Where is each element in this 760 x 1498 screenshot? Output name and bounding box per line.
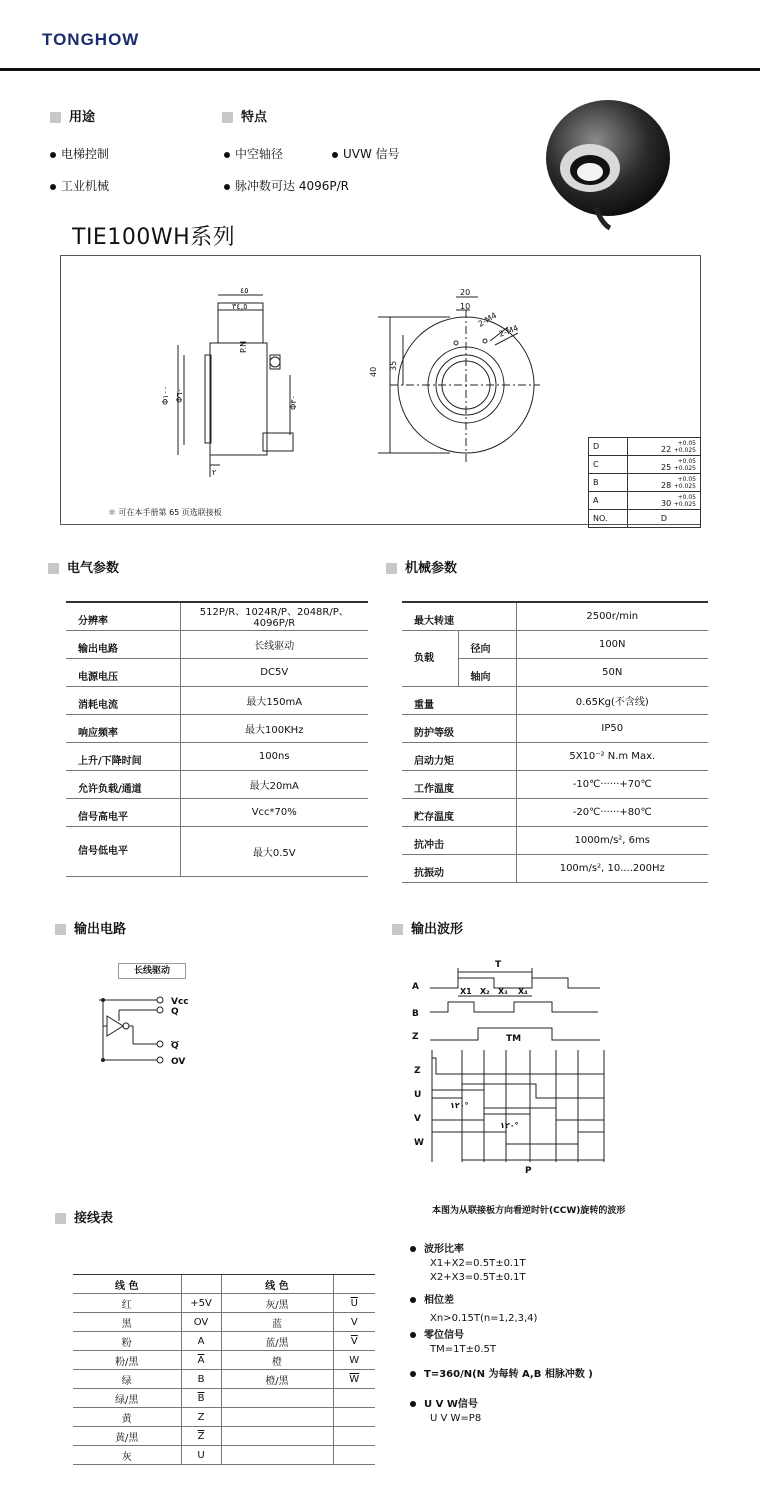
wiring-heading: 接线表 — [55, 1207, 113, 1226]
dim-label: ٢ — [212, 468, 217, 477]
table-row: 负载 径向 100N — [402, 630, 708, 658]
table-row: D 22 +0.05 +0.025 — [589, 438, 701, 456]
note-zero-signal: 零位信号 TM=1T±0.5T — [410, 1329, 496, 1357]
table-row: 粉/黑 $\overline{A}$ 橙 W — [73, 1351, 375, 1370]
table-row: 绿/黑 $\overline{B}$ — [73, 1389, 375, 1408]
table-row: 电源电压 DC5V — [66, 658, 368, 686]
output-waveform-diagram — [408, 950, 610, 1180]
p-label: P — [525, 1166, 532, 1176]
wiring-table — [73, 1274, 375, 1465]
mechanical-heading: 机械参数 — [386, 557, 457, 576]
channel-label: W — [414, 1138, 424, 1148]
channel-label: U — [414, 1090, 422, 1100]
use-item: 电梯控制 — [50, 145, 109, 162]
dimension-table — [588, 437, 701, 528]
table-row: 红 +5V 灰/黑 $\overline{U}$ — [73, 1294, 375, 1313]
period-label: T — [495, 960, 502, 970]
section-marker-icon — [55, 924, 66, 935]
dim-label: P.N — [239, 340, 248, 353]
table-row: 线 色 线 色 — [73, 1275, 375, 1294]
section-marker-icon — [55, 1213, 66, 1224]
dim-label: Φ٣٠ — [289, 395, 298, 410]
dim-label: 35 — [389, 360, 398, 371]
electrical-table — [66, 601, 368, 877]
dim-label: 2-M4 — [497, 323, 520, 339]
table-row: 抗冲击 1000m/s², 6ms — [402, 826, 708, 854]
table-row: 上升/下降时间 100ns — [66, 742, 368, 770]
table-row: 允许负载/通道 最大20mA — [66, 770, 368, 798]
table-row: 黄 Z — [73, 1408, 375, 1427]
table-row: 灰 U — [73, 1446, 375, 1465]
product-photo — [530, 96, 680, 236]
table-row: 抗振动 100m/s², 10....200Hz — [402, 854, 708, 882]
ov-label: OV — [171, 1057, 186, 1067]
header-divider — [0, 68, 760, 71]
table-row: 绿 B 橙/黑 $\overline{W}$ — [73, 1370, 375, 1389]
x2-label: X₂ — [480, 987, 490, 996]
series-title: TIE100WH系列 — [72, 225, 236, 250]
phase-label: ١٢٠° — [500, 1121, 519, 1130]
table-row: 重量 0.65Kg(不含线) — [402, 686, 708, 714]
feature-item: UVW 信号 — [332, 145, 400, 162]
dim-label: 10 — [460, 302, 471, 311]
dim-label: 40 — [369, 366, 378, 377]
feature-item: 中空轴径 — [224, 145, 283, 162]
section-marker-icon — [392, 924, 403, 935]
mechanical-table — [402, 601, 708, 883]
table-row: C 25 +0.05 +0.025 — [589, 456, 701, 474]
line-driver-circuit — [85, 990, 205, 1070]
table-row: 贮存温度 -20℃······+80℃ — [402, 798, 708, 826]
note-uvw-signal: U V W信号 U V W=P8 — [410, 1398, 481, 1426]
table-row: 启动力矩 5X10⁻² N.m Max. — [402, 742, 708, 770]
note-phase-difference: 相位差 Xn>0.15T(n=1,2,3,4) — [410, 1294, 537, 1326]
table-row: 最大转速 2500r/min — [402, 602, 708, 630]
feature-item: 脉冲数可达 4096P/R — [224, 177, 349, 194]
note-waveform-ratio: 波形比率 X1+X2=0.5T±0.1T X2+X3=0.5T±0.1T — [410, 1243, 526, 1285]
table-row: 输出电路 长线驱动 — [66, 630, 368, 658]
table-row: 粉 A 蓝/黑 $\overline{V}$ — [73, 1332, 375, 1351]
circuit-title: 长线驱动 — [118, 963, 186, 979]
table-row: 防护等级 IP50 — [402, 714, 708, 742]
section-marker-icon — [48, 563, 59, 574]
table-row: 响应频率 最大100KHz — [66, 714, 368, 742]
output-circuit-heading: 输出电路 — [55, 918, 126, 937]
channel-label: A — [412, 982, 419, 992]
use-item: 工业机械 — [50, 177, 109, 194]
table-row: 消耗电流 最大150mA — [66, 686, 368, 714]
q-label: Q — [171, 1007, 179, 1017]
table-row: 信号高电平 Vcc*70% — [66, 798, 368, 826]
x4-label: X₄ — [518, 987, 528, 996]
output-waveform-heading: 输出波形 — [392, 918, 463, 937]
dim-label: Φ٦٠ — [175, 388, 184, 403]
table-row: 工作温度 -10℃······+70℃ — [402, 770, 708, 798]
dim-label: 20 — [460, 288, 471, 297]
table-row: B 28 +0.05 +0.025 — [589, 474, 701, 492]
channel-label: Z — [412, 1032, 419, 1042]
channel-label: B — [412, 1009, 419, 1019]
brand-logo: TONGHOW — [42, 30, 140, 49]
use-heading: 用途 — [50, 106, 95, 125]
section-marker-icon — [50, 112, 61, 123]
section-marker-icon — [386, 563, 397, 574]
table-row: A 30 +0.05 +0.025 — [589, 492, 701, 510]
electrical-heading: 电气参数 — [48, 557, 119, 576]
note-period: T=360/N(N 为每转 A,B 相脉冲数 ) — [410, 1368, 593, 1382]
x1-label: X1 — [460, 987, 472, 996]
dim-label: ٣٤,٥ — [232, 302, 248, 311]
dim-label: Φ١٠٠ — [161, 385, 170, 405]
x3-label: X₃ — [498, 987, 508, 996]
channel-label: Z — [414, 1066, 421, 1076]
dim-label: ٤٥ — [240, 286, 249, 295]
table-row: 轴向 50N — [402, 658, 708, 686]
table-row: 黑 OV 蓝 V — [73, 1313, 375, 1332]
drawing-note: ＊ 可在本手册第 65 页选联接板 — [108, 508, 222, 517]
table-row: 黄/黑 $\overline{Z}$ — [73, 1427, 375, 1446]
table-row: NO. D — [589, 510, 701, 528]
vcc-label: Vcc — [171, 997, 189, 1007]
section-marker-icon — [222, 112, 233, 123]
table-row: 信号低电平 最大0.5V — [66, 826, 368, 876]
phase-label: ١٢٠° — [450, 1101, 469, 1110]
features-heading: 特点 — [222, 106, 267, 125]
dim-label: 2-M4 — [476, 310, 499, 329]
channel-label: V — [414, 1114, 421, 1124]
waveform-caption: 本图为从联接板方向看逆时针(CCW)旋转的波形 — [432, 1206, 626, 1216]
table-row: 分辨率 512P/R、1024R/P、2048R/P、4096P/R — [66, 602, 368, 630]
qbar-label: Q — [171, 1041, 179, 1051]
tm-label: TM — [506, 1034, 522, 1044]
